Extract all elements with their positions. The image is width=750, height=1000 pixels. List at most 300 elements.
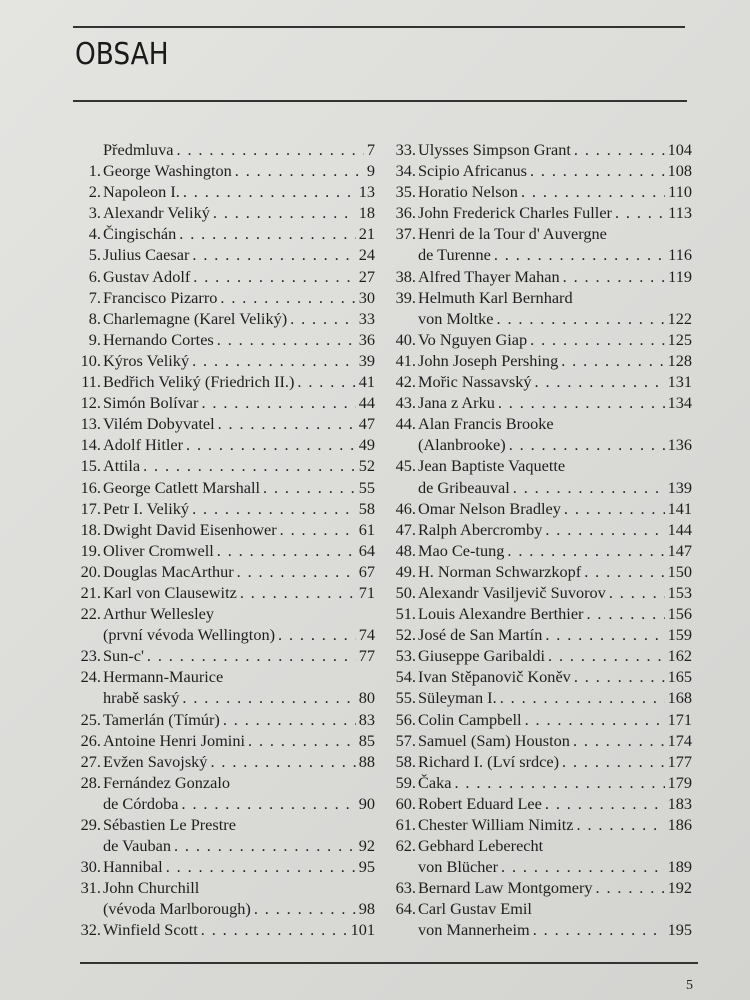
entry-number: 29. bbox=[80, 815, 101, 834]
entry-number: 37. bbox=[395, 224, 416, 244]
toc-entry bbox=[78, 202, 375, 223]
toc-entry bbox=[78, 329, 375, 350]
entry-page-number: 33 bbox=[358, 308, 375, 328]
entry-page-number: 74 bbox=[358, 625, 375, 645]
dot-leader bbox=[220, 287, 355, 308]
entry-number: 35. bbox=[395, 182, 416, 202]
entry-number: 22. bbox=[80, 604, 101, 624]
toc-entry bbox=[78, 160, 375, 181]
entry-number bbox=[78, 139, 103, 160]
entry-number: 5. bbox=[88, 245, 101, 265]
toc-entry-continuation bbox=[78, 793, 375, 814]
toc-entry bbox=[392, 223, 692, 244]
entry-page-number: 71 bbox=[358, 582, 375, 602]
entry-number: 16. bbox=[80, 477, 101, 497]
toc-entry bbox=[392, 392, 692, 413]
entry-title: Hermann-Maurice bbox=[103, 667, 224, 687]
toc-entry bbox=[78, 666, 375, 687]
toc-entry bbox=[78, 582, 375, 603]
entry-title: de Turenne bbox=[418, 245, 491, 265]
entry-title: Předmluva bbox=[103, 140, 174, 159]
entry-title: Sébastien Le Prestre bbox=[103, 815, 236, 834]
dot-leader bbox=[179, 223, 355, 244]
toc-entry-continuation bbox=[78, 687, 375, 708]
toc-entry bbox=[392, 371, 692, 392]
entry-title: Alfred Thayer Mahan bbox=[418, 266, 560, 286]
entry-title: Gustav Adolf bbox=[103, 266, 191, 286]
dot-leader bbox=[166, 856, 356, 877]
dot-leader bbox=[174, 835, 356, 856]
dot-leader bbox=[530, 329, 664, 350]
toc-entry bbox=[78, 751, 375, 772]
entry-page-number: 159 bbox=[667, 625, 692, 645]
entry-title: Vo Nguyen Giap bbox=[418, 329, 528, 349]
toc-entry bbox=[392, 139, 692, 160]
toc-left-column bbox=[78, 139, 375, 941]
dot-leader bbox=[548, 645, 665, 666]
dot-leader bbox=[217, 329, 356, 350]
entry-title: Petr I. Veliký bbox=[103, 498, 190, 518]
dot-leader bbox=[615, 202, 665, 223]
dot-leader bbox=[609, 582, 665, 603]
entry-number: 18. bbox=[80, 519, 101, 539]
entry-page-number: 80 bbox=[358, 688, 375, 708]
entry-title: Louis Alexandre Berthier bbox=[418, 604, 584, 624]
entry-title: Čaka bbox=[418, 772, 452, 792]
entry-page-number: 47 bbox=[358, 414, 375, 434]
entry-title: (vévoda Marlborough) bbox=[103, 899, 251, 919]
toc-entry bbox=[78, 266, 375, 287]
entry-page-number: 136 bbox=[667, 435, 692, 455]
entry-title: Ralph Abercromby bbox=[418, 519, 543, 539]
entry-title: George Catlett Marshall bbox=[103, 477, 261, 497]
entry-page-number: 177 bbox=[667, 751, 692, 771]
entry-page-number: 39 bbox=[358, 350, 375, 370]
title-rule bbox=[73, 100, 687, 102]
entry-number: 44. bbox=[395, 414, 416, 434]
entry-title: Karl von Clausewitz bbox=[103, 582, 237, 602]
entry-title: Alan Francis Brooke bbox=[418, 414, 554, 434]
entry-number: 21. bbox=[80, 582, 101, 602]
entry-number: 46. bbox=[395, 498, 416, 518]
entry-page-number: 83 bbox=[358, 709, 375, 729]
entry-title: Bernard Law Montgomery bbox=[418, 878, 593, 898]
entry-page-number: 52 bbox=[358, 456, 375, 476]
entry-title: Süleyman I. bbox=[418, 688, 497, 708]
entry-number: 50. bbox=[395, 582, 416, 602]
entry-number: 51. bbox=[395, 604, 416, 624]
entry-title: Samuel (Sam) Houston bbox=[418, 730, 570, 750]
toc-entry bbox=[78, 434, 375, 455]
entry-number: 4. bbox=[88, 224, 101, 244]
entry-page-number: 55 bbox=[358, 477, 375, 497]
entry-title: Winfield Scott bbox=[103, 920, 198, 940]
entry-number: 49. bbox=[395, 561, 416, 581]
dot-leader bbox=[584, 561, 664, 582]
entry-number: 59. bbox=[395, 772, 416, 792]
dot-leader bbox=[509, 434, 665, 455]
toc-entry bbox=[392, 582, 692, 603]
entry-title: Attila bbox=[103, 456, 141, 476]
toc-entry bbox=[392, 413, 692, 434]
entry-page-number: 183 bbox=[667, 793, 692, 813]
toc-entry bbox=[392, 835, 692, 856]
dot-leader bbox=[218, 413, 356, 434]
entry-page-number: 156 bbox=[667, 604, 692, 624]
dot-leader bbox=[201, 919, 348, 940]
entry-title: Ulysses Simpson Grant bbox=[418, 140, 571, 159]
entry-title: de Gribeauval bbox=[418, 477, 510, 497]
entry-title: Fernández Gonzalo bbox=[103, 772, 231, 792]
dot-leader bbox=[586, 603, 664, 624]
entry-page-number: 165 bbox=[667, 667, 692, 687]
toc-entry bbox=[392, 687, 692, 708]
entry-number: 13. bbox=[80, 414, 101, 434]
entry-page-number: 147 bbox=[667, 540, 692, 560]
entry-title: Kýros Veliký bbox=[103, 350, 190, 370]
entry-page-number: 119 bbox=[668, 266, 692, 286]
entry-page-number: 113 bbox=[668, 203, 692, 223]
dot-leader bbox=[193, 266, 355, 287]
entry-page-number: 27 bbox=[358, 266, 375, 286]
entry-title: Evžen Savojský bbox=[103, 751, 208, 771]
entry-title: John Joseph Pershing bbox=[418, 350, 559, 370]
entry-page-number: 61 bbox=[358, 519, 375, 539]
entry-page-number: 134 bbox=[667, 393, 692, 413]
entry-title: John Churchill bbox=[103, 878, 200, 898]
entry-page-number: 49 bbox=[358, 435, 375, 455]
dot-leader bbox=[521, 181, 665, 202]
toc-entry bbox=[392, 645, 692, 666]
entry-number: 33. bbox=[395, 140, 416, 159]
dot-leader bbox=[497, 308, 665, 329]
toc-entry bbox=[392, 329, 692, 350]
toc-entry bbox=[78, 477, 375, 498]
entry-number: 9. bbox=[88, 329, 101, 349]
entry-page-number: 30 bbox=[358, 287, 375, 307]
entry-number: 24. bbox=[80, 667, 101, 687]
entry-number: 38. bbox=[395, 266, 416, 286]
toc-entry bbox=[78, 561, 375, 582]
entry-number: 58. bbox=[395, 751, 416, 771]
entry-number: 23. bbox=[80, 646, 101, 666]
dot-leader bbox=[535, 371, 665, 392]
toc-entry bbox=[78, 139, 375, 160]
entry-number bbox=[392, 434, 418, 455]
entry-page-number: 90 bbox=[358, 793, 375, 813]
entry-title: Chester William Nimitz bbox=[418, 815, 574, 834]
entry-number: 57. bbox=[395, 730, 416, 750]
page-number: 5 bbox=[686, 978, 693, 993]
entry-page-number: 24 bbox=[358, 245, 375, 265]
entry-page-number: 67 bbox=[358, 561, 375, 581]
entry-page-number: 104 bbox=[667, 140, 692, 159]
dot-leader bbox=[596, 877, 665, 898]
dot-leader bbox=[263, 477, 356, 498]
entry-title: Jean Baptiste Vaquette bbox=[418, 456, 566, 476]
entry-page-number: 92 bbox=[358, 836, 375, 856]
entry-number: 17. bbox=[80, 498, 101, 518]
dot-leader bbox=[507, 540, 664, 561]
entry-title: Horatio Nelson bbox=[418, 182, 518, 202]
entry-title: Helmuth Karl Bernhard bbox=[418, 287, 573, 307]
entry-page-number: 13 bbox=[358, 182, 375, 202]
entry-number: 47. bbox=[395, 519, 416, 539]
toc-entry-continuation bbox=[392, 477, 692, 498]
entry-title: Jana z Arku bbox=[418, 393, 495, 413]
entry-page-number: 195 bbox=[667, 920, 692, 940]
entry-title: Giuseppe Garibaldi bbox=[418, 646, 546, 666]
entry-title: Carl Gustav Emil bbox=[418, 899, 532, 919]
entry-title: Ivan Stěpanovič Koněv bbox=[418, 667, 571, 687]
toc-entry bbox=[392, 287, 692, 308]
entry-number bbox=[78, 624, 103, 645]
entry-number: 43. bbox=[395, 393, 416, 413]
toc-entry-continuation bbox=[78, 835, 375, 856]
entry-page-number: 110 bbox=[668, 182, 692, 202]
entry-number bbox=[78, 687, 103, 708]
dot-leader bbox=[192, 244, 355, 265]
dot-leader bbox=[210, 751, 355, 772]
entry-page-number: 168 bbox=[667, 688, 692, 708]
entry-title: hrabě saský bbox=[103, 688, 180, 708]
entry-number: 26. bbox=[80, 730, 101, 750]
entry-number bbox=[78, 835, 103, 856]
toc-entry-continuation bbox=[392, 856, 692, 877]
toc-entry bbox=[392, 561, 692, 582]
toc-entry bbox=[392, 603, 692, 624]
toc-entry bbox=[78, 498, 375, 519]
entry-title: Hernando Cortes bbox=[103, 329, 214, 349]
toc-entry bbox=[392, 730, 692, 751]
entry-page-number: 192 bbox=[667, 878, 692, 898]
toc-entry bbox=[78, 603, 375, 624]
dot-leader bbox=[182, 687, 355, 708]
entry-page-number: 95 bbox=[358, 857, 375, 877]
toc-entry bbox=[78, 350, 375, 371]
dot-leader bbox=[254, 898, 356, 919]
entry-title: Bedřich Veliký (Friedrich II.) bbox=[103, 372, 295, 392]
entry-number: 25. bbox=[80, 709, 101, 729]
dot-leader bbox=[290, 308, 356, 329]
entry-title: Henri de la Tour d' Auvergne bbox=[418, 224, 607, 244]
entry-number: 3. bbox=[88, 203, 101, 223]
entry-number bbox=[392, 308, 418, 329]
toc-entry bbox=[78, 540, 375, 561]
entry-title: John Frederick Charles Fuller bbox=[418, 203, 612, 223]
entry-title: Mao Ce-tung bbox=[418, 540, 505, 560]
toc-entry bbox=[78, 814, 375, 835]
entry-page-number: 64 bbox=[358, 540, 375, 560]
entry-number: 2. bbox=[88, 182, 101, 202]
entry-number: 42. bbox=[395, 372, 416, 392]
entry-number: 45. bbox=[395, 456, 416, 476]
entry-number: 1. bbox=[88, 161, 101, 181]
entry-title: von Moltke bbox=[418, 308, 494, 328]
dot-leader bbox=[525, 709, 665, 730]
dot-leader bbox=[498, 392, 665, 413]
entry-title: Vilém Dobyvatel bbox=[103, 414, 215, 434]
entry-page-number: 44 bbox=[358, 393, 375, 413]
toc-entry bbox=[392, 709, 692, 730]
entry-page-number: 116 bbox=[668, 245, 692, 265]
dot-leader bbox=[147, 645, 356, 666]
entry-number: 19. bbox=[80, 540, 101, 560]
dot-leader bbox=[217, 540, 356, 561]
dot-leader bbox=[182, 793, 356, 814]
toc-entry bbox=[78, 519, 375, 540]
entry-number: 32. bbox=[80, 920, 101, 940]
entry-title: H. Norman Schwarzkopf bbox=[418, 561, 582, 581]
entry-number: 27. bbox=[80, 751, 101, 771]
entry-title: Oliver Cromwell bbox=[103, 540, 214, 560]
bottom-rule bbox=[80, 962, 698, 964]
dot-leader bbox=[562, 751, 665, 772]
entry-page-number: 171 bbox=[667, 709, 692, 729]
toc-entry bbox=[392, 898, 692, 919]
entry-title: Omar Nelson Bradley bbox=[418, 498, 561, 518]
entry-page-number: 162 bbox=[667, 646, 692, 666]
entry-page-number: 174 bbox=[667, 730, 692, 750]
entry-title: Hannibal bbox=[103, 857, 163, 877]
dot-leader bbox=[280, 519, 356, 540]
toc-entry bbox=[78, 709, 375, 730]
entry-number: 10. bbox=[80, 350, 101, 370]
entry-number: 60. bbox=[395, 793, 416, 813]
toc-entry bbox=[392, 498, 692, 519]
entry-page-number: 9 bbox=[366, 161, 375, 181]
entry-number: 11. bbox=[81, 372, 101, 392]
entry-page-number: 128 bbox=[667, 350, 692, 370]
entry-page-number: 41 bbox=[358, 372, 375, 392]
toc-entry-continuation bbox=[78, 624, 375, 645]
entry-page-number: 125 bbox=[667, 329, 692, 349]
entry-number: 54. bbox=[395, 667, 416, 687]
toc-entry bbox=[392, 772, 692, 793]
dot-leader bbox=[223, 709, 356, 730]
toc-entry bbox=[392, 793, 692, 814]
entry-number: 14. bbox=[80, 435, 101, 455]
toc-entry bbox=[392, 666, 692, 687]
toc-entry bbox=[392, 455, 692, 476]
dot-leader bbox=[235, 160, 364, 181]
dot-leader bbox=[248, 730, 356, 751]
toc-entry bbox=[78, 413, 375, 434]
toc-entry-continuation bbox=[392, 308, 692, 329]
dot-leader bbox=[545, 624, 664, 645]
entry-number: 39. bbox=[395, 287, 416, 307]
entry-number: 62. bbox=[395, 836, 416, 856]
entry-title: de Vauban bbox=[103, 836, 171, 856]
toc-entry-continuation bbox=[78, 898, 375, 919]
toc-entry bbox=[392, 202, 692, 223]
entry-number bbox=[78, 898, 103, 919]
toc-entry bbox=[78, 223, 375, 244]
dot-leader bbox=[143, 455, 356, 476]
toc-entry bbox=[78, 308, 375, 329]
dot-leader bbox=[573, 730, 665, 751]
dot-leader bbox=[183, 181, 356, 202]
entry-page-number: 186 bbox=[667, 815, 692, 834]
toc-entry-continuation bbox=[392, 919, 692, 940]
entry-title: Tamerlán (Tímúr) bbox=[103, 709, 220, 729]
entry-title: Mořic Nassavský bbox=[418, 372, 532, 392]
entry-number bbox=[392, 919, 418, 940]
toc-entry bbox=[78, 181, 375, 202]
entry-page-number: 122 bbox=[667, 308, 692, 328]
entry-title: Charlemagne (Karel Veliký) bbox=[103, 308, 288, 328]
entry-page-number: 150 bbox=[667, 561, 692, 581]
entry-page-number: 7 bbox=[366, 140, 375, 159]
entry-number: 64. bbox=[395, 899, 416, 919]
entry-number: 63. bbox=[395, 878, 416, 898]
entry-number: 55. bbox=[395, 688, 416, 708]
entry-page-number: 85 bbox=[358, 730, 375, 750]
toc-entry bbox=[78, 856, 375, 877]
entry-title: von Mannerheim bbox=[418, 920, 530, 940]
toc-entry-continuation bbox=[392, 434, 692, 455]
dot-leader bbox=[278, 624, 356, 645]
dot-leader bbox=[201, 392, 355, 413]
toc-entry bbox=[392, 751, 692, 772]
entry-title: Alexandr Vasiljevič Suvorov bbox=[418, 582, 606, 602]
dot-leader bbox=[577, 814, 665, 835]
dot-leader bbox=[501, 856, 665, 877]
dot-leader bbox=[545, 519, 664, 540]
entry-page-number: 36 bbox=[358, 329, 375, 349]
toc-entry bbox=[78, 392, 375, 413]
entry-title: Sun-c' bbox=[103, 646, 144, 666]
toc-entry bbox=[392, 266, 692, 287]
entry-title: Francisco Pizarro bbox=[103, 287, 218, 307]
entry-number: 40. bbox=[395, 329, 416, 349]
toc-entry bbox=[78, 877, 375, 898]
dot-leader bbox=[186, 434, 356, 455]
entry-title: Simón Bolívar bbox=[103, 393, 199, 413]
top-rule bbox=[73, 26, 685, 28]
toc-entry bbox=[78, 455, 375, 476]
dot-leader bbox=[533, 919, 665, 940]
dot-leader bbox=[240, 582, 356, 603]
entry-title: von Blücher bbox=[418, 857, 499, 877]
entry-page-number: 131 bbox=[667, 372, 692, 392]
toc-entry bbox=[392, 519, 692, 540]
toc-entry bbox=[392, 160, 692, 181]
entry-number: 34. bbox=[395, 161, 416, 181]
toc-entry bbox=[78, 244, 375, 265]
entry-number: 8. bbox=[88, 308, 101, 328]
toc-entry bbox=[392, 814, 692, 835]
entry-page-number: 58 bbox=[358, 498, 375, 518]
entry-title: Arthur Wellesley bbox=[103, 604, 214, 624]
entry-number: 28. bbox=[80, 772, 101, 792]
entry-number: 48. bbox=[395, 540, 416, 560]
dot-leader bbox=[297, 371, 355, 392]
entry-number: 53. bbox=[395, 646, 416, 666]
entry-title: Douglas MacArthur bbox=[103, 561, 234, 581]
toc-right-column bbox=[392, 139, 692, 941]
dot-leader bbox=[192, 350, 356, 371]
entry-title: de Córdoba bbox=[103, 793, 179, 813]
toc-entry bbox=[392, 181, 692, 202]
entry-number: 30. bbox=[80, 857, 101, 877]
entry-number: 15. bbox=[80, 456, 101, 476]
entry-number: 41. bbox=[395, 350, 416, 370]
entry-page-number: 189 bbox=[667, 857, 692, 877]
toc-entry bbox=[78, 371, 375, 392]
dot-leader bbox=[563, 266, 666, 287]
dot-leader bbox=[574, 139, 665, 160]
